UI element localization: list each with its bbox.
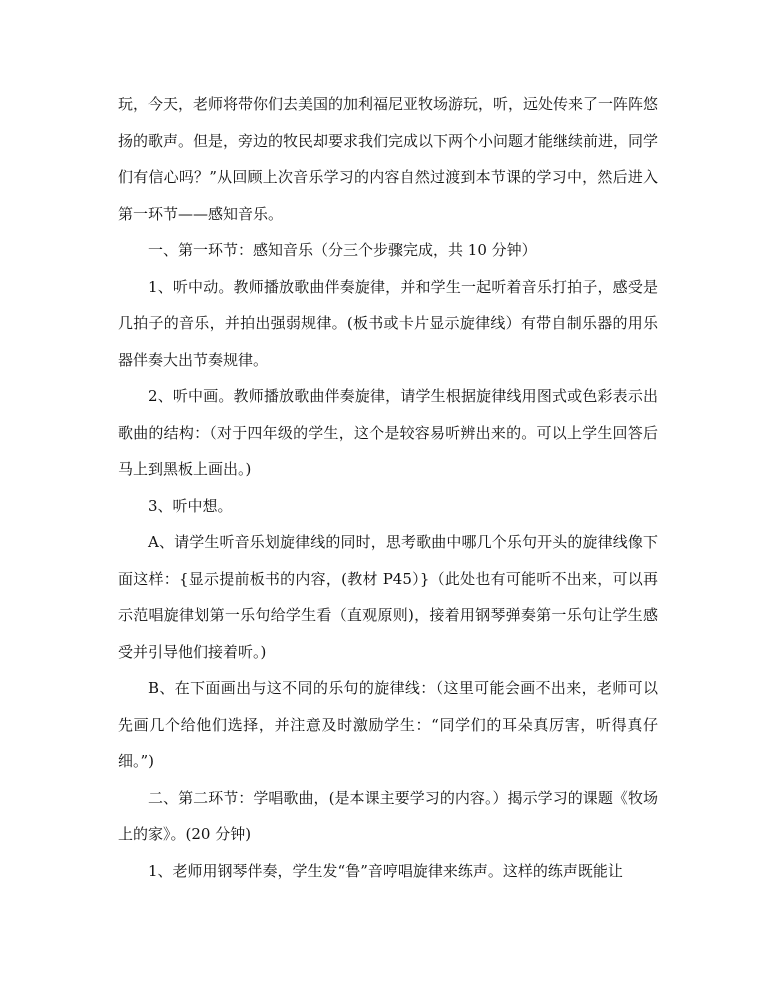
paragraph-intro: 玩，今天，老师将带你们去美国的加利福尼亚牧场游玩，听，远处传来了一阵阵悠扬的歌声。但是，旁边的牧民却要求我们完成以下两个小问题才能继续前进，同学们有信心吗？”从回顾上次音乐学习的内容自然过渡到本节课的学习中，然后进入第一环节——感知音乐。 [118, 95, 659, 223]
paragraph-step-listen-move: 1、听中动。教师播放歌曲伴奏旋律，并和学生一起听着音乐打拍子，感受是几拍子的音乐，并拍出强弱规律。(板书或卡片显示旋律线）有带自制乐器的用乐器伴奏大出节奏规律。 [118, 277, 658, 369]
paragraph-section-one-heading: 一、第一环节：感知音乐（分三个步骤完成，共 10 分钟） [148, 241, 537, 259]
paragraph-section-two-step-one: 1、老师用钢琴伴奏，学生发“鲁”音哼唱旋律来练声。这样的练声既能让 [148, 861, 623, 880]
paragraph-step-listen-draw: 2、听中画。教师播放歌曲伴奏旋律，请学生根据旋律线用图式或色彩表示出歌曲的结构：（对于四年级的学生，这个是较容易听辨出来的。可以上学生回答后马上到黑板上画出。) [118, 387, 658, 478]
paragraph-item-a: A、请学生听音乐划旋律线的同时，思考歌曲中哪几个乐句开头的旋律线像下面这样：{显示提前板书的内容，(教材 P45）}（此处也有可能听不出来，可以再示范唱旋律划第一乐句给学生看（直观原则)，接着用钢琴弹奏第一乐句让学生感受并引导他们接着听。) [118, 533, 658, 661]
paragraph-section-two-heading: 二、第二环节：学唱歌曲，(是本课主要学习的内容。）揭示学习的课题《牧场上的家》。(20 分钟) [118, 788, 658, 843]
paragraph-item-b: B、在下面画出与这不同的乐句的旋律线：（这里可能会画不出来，老师可以先画几个给他们选择，并注意及时激励学生：“同学们的耳朵真厉害，听得真仔细。”) [118, 679, 658, 770]
paragraph-step-listen-think: 3、听中想。 [148, 496, 233, 515]
document-body [118, 86, 658, 889]
